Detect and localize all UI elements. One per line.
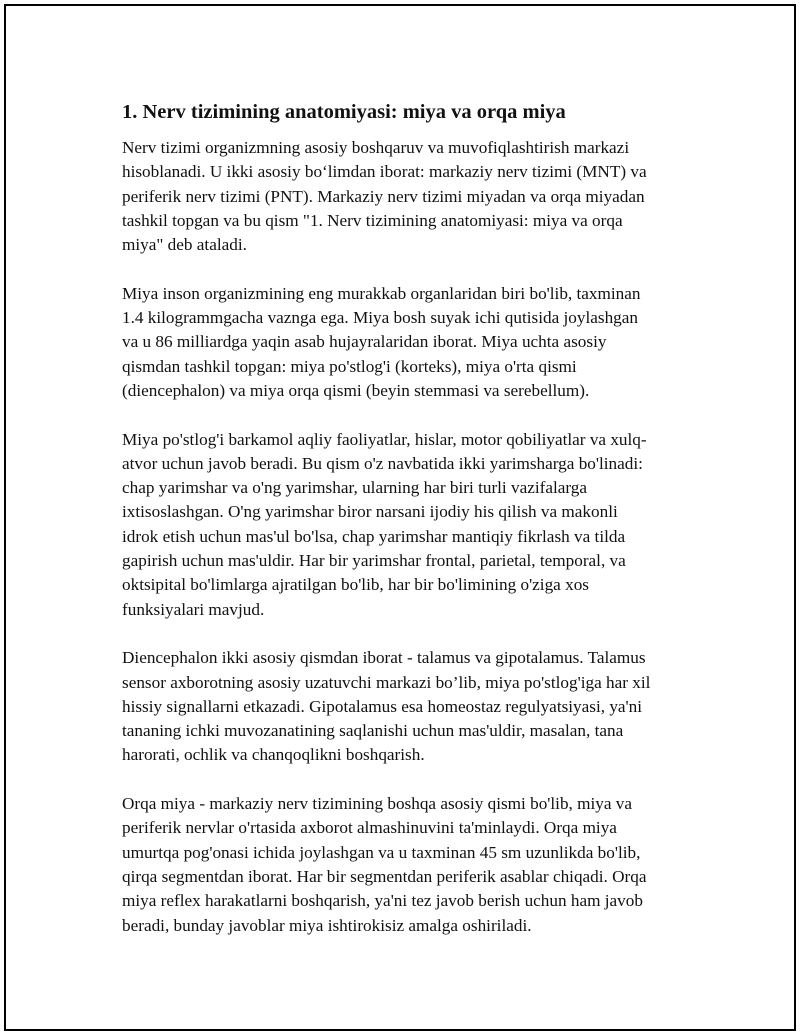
text-line: Orqa miya - markaziy nerv tizimining boshqa asosiy qismi bo'lib, miya va — [122, 794, 633, 814]
text-line: funksiyalari mavjud. — [122, 599, 265, 619]
paragraph-4 — [122, 646, 692, 767]
text-line: Miya inson organizmining eng murakkab organlaridan biri bo'lib, taxminan — [122, 283, 641, 303]
text-line: beradi, bunday javoblar miya ishtirokisiz amalga oshiriladi. — [122, 915, 532, 935]
text-line: va u 86 milliardga yaqin asab hujayralaridan iborat. Miya uchta asosiy — [122, 332, 607, 352]
paragraph-3 — [122, 428, 692, 622]
text-line: chap yarimshar va o'ng yarimshar, ularning har biri turli vazifalarga — [122, 478, 588, 498]
text-line: periferik nerv tizimi (PNT). Markaziy nerv tizimi miyadan va orqa miyadan — [122, 186, 645, 206]
paragraph-1 — [122, 136, 692, 257]
text-line: hisoblanadi. U ikki asosiy bo‘limdan iborat: markaziy nerv tizimi (MNT) va — [122, 162, 647, 182]
text-line: atvor uchun javob beradi. Bu qism o'z navbatida ikki yarimsharga bo'linadi: — [122, 453, 643, 473]
text-line: idrok etish uchun mas'ul bo'lsa, chap yarimshar mantiqiy fikrlash va tilda — [122, 526, 626, 546]
text-line: harorati, ochlik va chanqoqlikni boshqarish. — [122, 745, 425, 765]
text-line: ixtisoslashgan. O'ng yarimshar biror narsani ijodiy his qilish va makonli — [122, 502, 618, 522]
paragraph-5 — [122, 792, 692, 938]
text-line: miya" deb ataladi. — [122, 235, 247, 255]
text-line: 1.4 kilogrammgacha vaznga ega. Miya bosh suyak ichi qutisida joylashgan — [122, 308, 638, 328]
text-line: umurtqa pog'onasi ichida joylashgan va u taxminan 45 sm uzunlikda bo'lib, — [122, 842, 641, 862]
text-line: qismdan tashkil topgan: miya po'stlog'i (korteks), miya o'rta qismi — [122, 356, 577, 376]
text-line: gapirish uchun mas'uldir. Har bir yarimshar frontal, parietal, temporal, va — [122, 551, 626, 571]
text-line: periferik nervlar o'rtasida axborot almashinuvini ta'minlaydi. Orqa miya — [122, 818, 617, 838]
text-line: Nerv tizimi organizmning asosiy boshqaruv va muvofiqlashtirish markazi — [122, 138, 630, 157]
text-line: hissiy signallarni etkazadi. Gipotalamus esa homeostaz regulyatsiyasi, ya'ni — [122, 696, 643, 716]
section-heading: 1. Nerv tizimining anatomiyasi: miya va orqa miya — [122, 101, 566, 123]
text-line: miya reflex harakatlarni boshqarish, ya'ni tez javob berish uchun ham javob — [122, 891, 643, 911]
paragraph-2 — [122, 282, 692, 403]
text-line: sensor axborotning asosiy uzatuvchi markazi bo’lib, miya po'stlog'iga har xil — [122, 672, 651, 692]
document-body — [122, 98, 692, 962]
text-line: Diencephalon ikki asosiy qismdan iborat - talamus va gipotalamus. Talamus — [122, 648, 646, 668]
text-line: oktsipital bo'limlarga ajratilgan bo'lib, har bir bo'limining o'ziga xos — [122, 575, 589, 595]
text-line: Miya po'stlog'i barkamol aqliy faoliyatlar, hislar, motor qobiliyatlar va xulq- — [122, 429, 647, 449]
text-line: (diencephalon) va miya orqa qismi (beyin stemmasi va serebellum). — [122, 380, 590, 400]
page-frame — [4, 4, 796, 1031]
text-line: tananing ichki muvozanatining saqlanishi uchun mas'uldir, masalan, tana — [122, 721, 624, 741]
text-line: qirqa segmentdan iborat. Har bir segmentdan periferik asablar chiqadi. Orqa — [122, 866, 647, 886]
text-line: tashkil topgan va bu qism "1. Nerv tizimining anatomiyasi: miya va orqa — [122, 210, 623, 230]
